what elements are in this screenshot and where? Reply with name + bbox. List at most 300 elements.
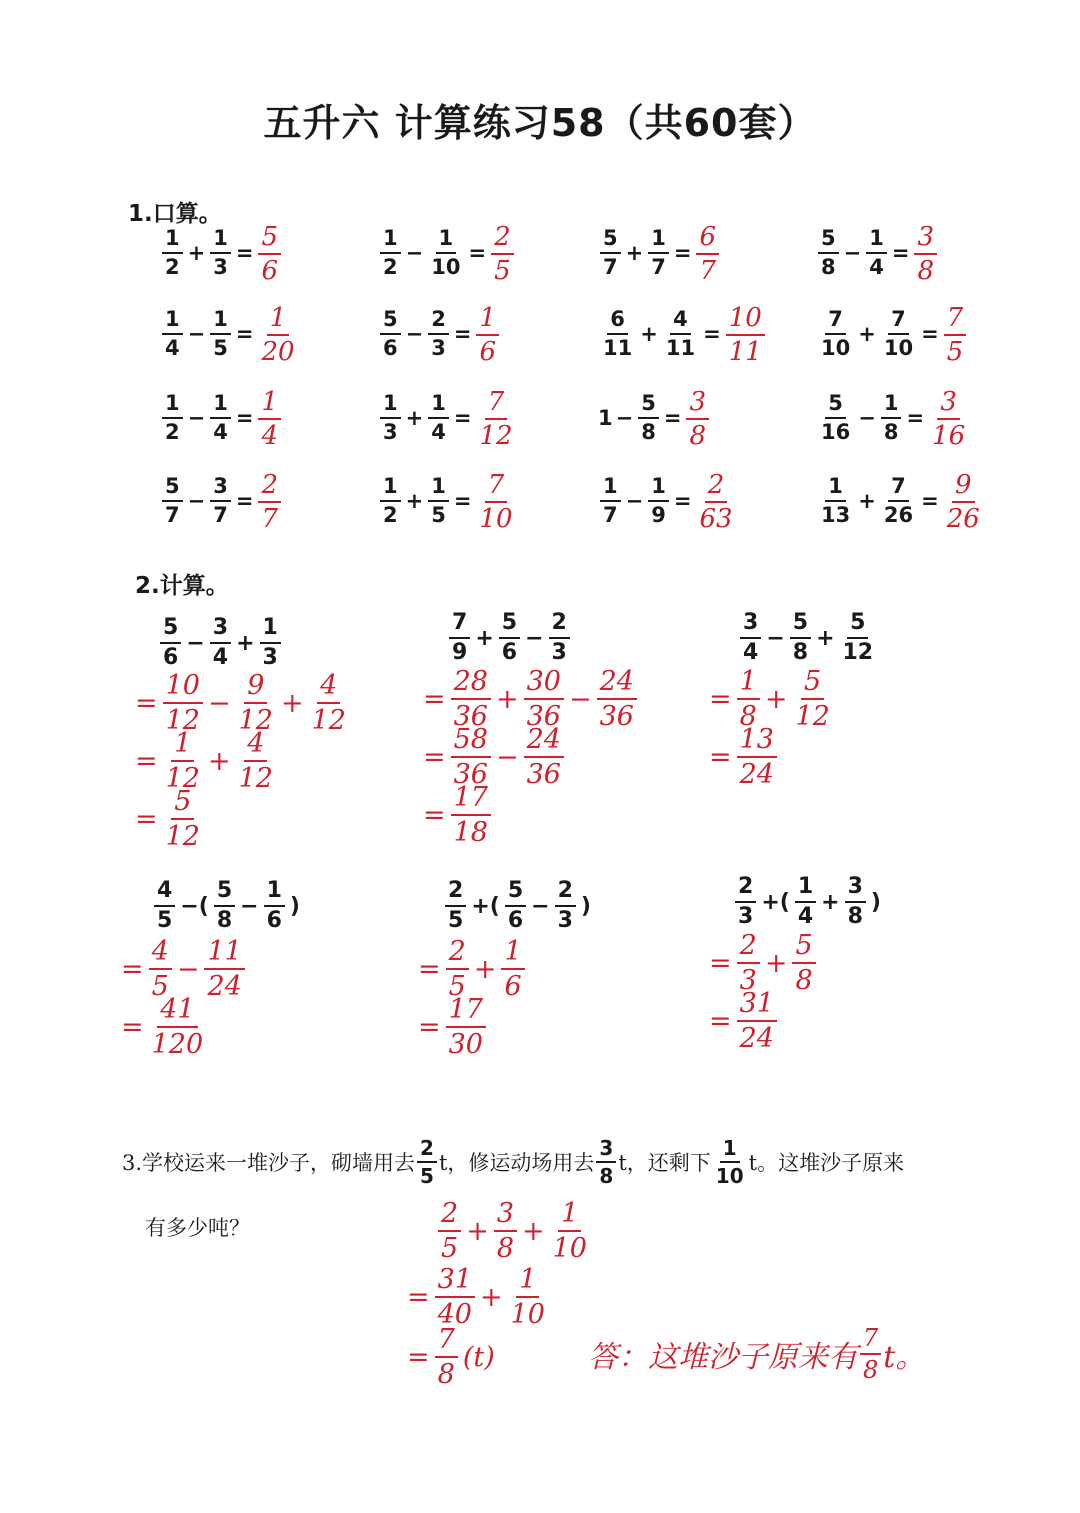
fraction bbox=[260, 617, 281, 669]
denominator: 4 bbox=[431, 420, 446, 444]
operator: + bbox=[640, 322, 658, 346]
q3-text4: t。这堆沙子原来 bbox=[748, 1151, 905, 1175]
numerator: 7 bbox=[888, 476, 909, 502]
handwritten-answer bbox=[256, 387, 283, 449]
operator: − bbox=[176, 953, 200, 985]
fraction bbox=[258, 224, 281, 284]
denominator: 16 bbox=[932, 421, 966, 451]
fraction bbox=[818, 309, 853, 359]
denominator: 4 bbox=[869, 255, 884, 279]
numerator: 1 bbox=[866, 228, 887, 254]
numerator: 1 bbox=[210, 393, 231, 419]
operator: + bbox=[522, 1215, 545, 1247]
denominator: 10 bbox=[821, 336, 851, 360]
numerator: 5 bbox=[792, 932, 815, 964]
numerator: 1 bbox=[258, 389, 281, 420]
fraction bbox=[944, 305, 967, 365]
numerator: 2 bbox=[446, 938, 469, 970]
denominator: 5 bbox=[213, 336, 228, 360]
denominator: 3 bbox=[738, 904, 754, 929]
operator: + bbox=[858, 489, 876, 513]
operator: − bbox=[405, 322, 424, 346]
fraction bbox=[428, 476, 449, 526]
numerator: 10 bbox=[726, 305, 765, 336]
fraction bbox=[648, 228, 669, 278]
numerator: 1 bbox=[436, 228, 457, 254]
denominator: 120 bbox=[151, 1029, 204, 1060]
fraction bbox=[508, 1266, 548, 1328]
equals-sign: = bbox=[235, 322, 254, 346]
fraction bbox=[309, 672, 349, 734]
fraction bbox=[914, 224, 937, 284]
denominator: 4 bbox=[213, 420, 228, 444]
denominator: 24 bbox=[739, 1023, 774, 1054]
fraction bbox=[818, 476, 853, 526]
fraction bbox=[929, 389, 968, 449]
fraction bbox=[160, 617, 181, 669]
operator: + bbox=[405, 406, 424, 430]
numerator: 3 bbox=[210, 476, 231, 502]
equals-sign: = bbox=[703, 322, 721, 346]
oral-calc-item bbox=[378, 222, 516, 284]
denominator: 20 bbox=[261, 337, 295, 367]
numerator: 1 bbox=[825, 476, 846, 502]
denominator: 8 bbox=[847, 904, 863, 929]
denominator: 5 bbox=[494, 256, 511, 286]
numerator: 6 bbox=[607, 309, 628, 335]
denominator: 3 bbox=[739, 965, 757, 996]
denominator: 5 bbox=[448, 908, 464, 933]
numerator: 5 bbox=[790, 612, 811, 639]
fraction bbox=[446, 996, 486, 1058]
fraction bbox=[451, 668, 491, 730]
fraction bbox=[258, 472, 281, 532]
denominator: 36 bbox=[526, 759, 561, 790]
denominator: 40 bbox=[437, 1299, 472, 1330]
operator: = bbox=[709, 1005, 732, 1037]
handwritten-answer bbox=[694, 470, 737, 532]
fraction bbox=[476, 389, 515, 449]
oral-calc-item bbox=[160, 303, 300, 365]
handwritten-answer bbox=[942, 470, 985, 532]
numerator: 5 bbox=[638, 393, 659, 419]
numerator: 1 bbox=[264, 880, 285, 907]
operator: = bbox=[709, 741, 732, 773]
numerator: 6 bbox=[696, 224, 719, 255]
answer-unit: t。 bbox=[883, 1340, 926, 1375]
equals-sign: = bbox=[663, 406, 682, 430]
q3-frac2: $\frac{3}{8}$ bbox=[596, 1138, 616, 1186]
numerator: 1 bbox=[162, 228, 183, 254]
fraction bbox=[446, 938, 469, 1000]
fraction bbox=[449, 612, 470, 664]
numerator: 1 bbox=[380, 476, 401, 502]
operator: − bbox=[858, 406, 876, 430]
operator: = bbox=[135, 803, 158, 835]
operator: −( bbox=[180, 893, 209, 919]
numerator: 2 bbox=[555, 880, 576, 907]
operator: − bbox=[843, 241, 862, 265]
operator: +( bbox=[761, 889, 790, 915]
numerator: 7 bbox=[888, 309, 909, 335]
fraction bbox=[428, 309, 449, 359]
page-title: 五升六 计算练习58（共60套） bbox=[263, 101, 817, 145]
handwritten-step bbox=[706, 990, 779, 1052]
denominator: 12 bbox=[842, 640, 874, 665]
operator: + bbox=[816, 625, 835, 651]
fraction bbox=[149, 996, 207, 1058]
denominator: 16 bbox=[821, 420, 851, 444]
oral-calc-item bbox=[378, 470, 518, 532]
numerator: 41 bbox=[157, 996, 197, 1028]
denominator: 26 bbox=[883, 503, 914, 527]
handwritten-answer bbox=[724, 303, 767, 365]
denominator: 3 bbox=[551, 640, 567, 665]
numerator: 24 bbox=[597, 668, 637, 700]
operator: − bbox=[186, 630, 205, 656]
q3-frac3: $\frac{1}{10}$ bbox=[715, 1136, 744, 1188]
fraction bbox=[648, 476, 669, 526]
operator: − bbox=[495, 741, 519, 773]
operator: + bbox=[475, 625, 494, 651]
fraction bbox=[792, 932, 815, 994]
handwritten-answer bbox=[927, 387, 970, 449]
fraction bbox=[210, 228, 231, 278]
numerator: 2 bbox=[491, 224, 514, 255]
denominator: 6 bbox=[261, 256, 279, 286]
fraction bbox=[696, 472, 735, 532]
numerator: 1 bbox=[210, 309, 231, 335]
operator: ) bbox=[580, 893, 591, 919]
denominator: 3 bbox=[262, 645, 278, 670]
fraction bbox=[881, 393, 902, 443]
handwritten-answer bbox=[474, 470, 517, 532]
numerator: 1 bbox=[428, 393, 449, 419]
calc-expression bbox=[152, 880, 303, 932]
fraction bbox=[162, 476, 183, 526]
fraction bbox=[555, 880, 576, 932]
denominator: 9 bbox=[651, 503, 666, 527]
operator: − bbox=[187, 322, 206, 346]
numerator: 4 bbox=[154, 880, 175, 907]
fraction bbox=[866, 228, 887, 278]
fraction bbox=[380, 309, 401, 359]
fraction bbox=[549, 612, 570, 664]
fraction bbox=[258, 305, 297, 365]
operator: + bbox=[764, 947, 788, 979]
numerator: 3 bbox=[210, 617, 231, 644]
fraction bbox=[726, 305, 765, 365]
fraction bbox=[740, 612, 761, 664]
numerator: 5 bbox=[847, 612, 868, 639]
oral-calc-item bbox=[816, 303, 968, 365]
equals-sign: = bbox=[921, 489, 939, 513]
numerator: 3 bbox=[740, 612, 761, 639]
fraction bbox=[499, 612, 520, 664]
denominator: 8 bbox=[795, 965, 813, 996]
numerator: 3 bbox=[914, 224, 937, 255]
numerator: 5 bbox=[801, 668, 824, 700]
fraction bbox=[435, 1266, 475, 1328]
handwritten-step bbox=[132, 672, 351, 734]
fraction bbox=[840, 612, 877, 664]
equals-sign: = bbox=[673, 241, 692, 265]
denominator: 12 bbox=[479, 421, 513, 451]
operator: (t) bbox=[462, 1341, 495, 1373]
numerator: 2 bbox=[445, 880, 466, 907]
fraction bbox=[600, 228, 621, 278]
numerator: 17 bbox=[446, 996, 486, 1028]
operator: = bbox=[135, 687, 158, 719]
section2-label: 2.计算。 bbox=[135, 573, 229, 599]
numerator: 1 bbox=[501, 938, 524, 970]
denominator: 26 bbox=[946, 504, 980, 534]
operator: = bbox=[418, 1011, 441, 1043]
denominator: 3 bbox=[383, 420, 398, 444]
fraction bbox=[597, 668, 637, 730]
fraction bbox=[524, 668, 564, 730]
fraction bbox=[204, 938, 244, 1000]
fraction bbox=[686, 389, 709, 449]
handwritten-step bbox=[415, 996, 488, 1058]
numerator: 31 bbox=[737, 990, 777, 1022]
numerator: 3 bbox=[494, 1200, 517, 1232]
numerator: 1 bbox=[737, 668, 760, 700]
numerator: 11 bbox=[204, 938, 244, 970]
numerator: 2 bbox=[705, 472, 728, 503]
fraction bbox=[428, 393, 449, 443]
operator: = bbox=[423, 683, 446, 715]
handwritten-step bbox=[118, 996, 208, 1058]
numerator: 7 bbox=[485, 472, 508, 503]
numerator: 5 bbox=[499, 612, 520, 639]
fraction bbox=[600, 476, 621, 526]
handwritten-answer bbox=[256, 222, 283, 284]
fraction bbox=[149, 938, 172, 1000]
fraction bbox=[154, 880, 175, 932]
word-problem-line2: 有多少吨？ bbox=[145, 1216, 250, 1240]
numerator: 4 bbox=[670, 309, 691, 335]
fraction bbox=[435, 1326, 458, 1388]
numerator: 1 bbox=[162, 393, 183, 419]
denominator: 4 bbox=[261, 421, 279, 451]
operator: ) bbox=[870, 889, 881, 915]
denominator: 4 bbox=[212, 645, 229, 670]
operator: = bbox=[423, 799, 446, 831]
operator: − bbox=[240, 893, 259, 919]
fraction bbox=[438, 1200, 461, 1262]
denominator: 8 bbox=[216, 908, 233, 933]
numerator: 4 bbox=[149, 938, 172, 970]
handwritten-work-step bbox=[436, 1200, 592, 1262]
denominator: 6 bbox=[479, 337, 497, 367]
oral-calc-item bbox=[598, 387, 711, 449]
denominator: 7 bbox=[603, 255, 618, 279]
denominator: 6 bbox=[507, 908, 524, 933]
operator: + bbox=[764, 683, 788, 715]
equals-sign: = bbox=[921, 322, 939, 346]
fraction bbox=[210, 617, 231, 669]
numerator: 7 bbox=[449, 612, 470, 639]
handwritten-answer bbox=[942, 303, 969, 365]
handwritten-step bbox=[706, 932, 818, 994]
operator: − bbox=[187, 406, 206, 430]
denominator: 24 bbox=[739, 759, 774, 790]
denominator: 24 bbox=[207, 971, 242, 1002]
fraction bbox=[258, 389, 281, 449]
equals-sign: = bbox=[235, 406, 254, 430]
numerator: 5 bbox=[162, 476, 183, 502]
numerator: 28 bbox=[451, 668, 491, 700]
operator: + bbox=[280, 687, 304, 719]
denominator: 5 bbox=[448, 971, 466, 1002]
operator: = bbox=[418, 953, 441, 985]
numerator: 5 bbox=[160, 617, 181, 644]
numerator: 1 bbox=[210, 228, 231, 254]
fraction bbox=[881, 309, 916, 359]
fraction bbox=[476, 305, 499, 365]
fraction bbox=[737, 668, 760, 730]
numerator: 2 bbox=[737, 932, 760, 964]
numerator: 5 bbox=[380, 309, 401, 335]
operator: + bbox=[479, 1281, 503, 1313]
fraction bbox=[163, 672, 203, 734]
operator: + bbox=[207, 745, 231, 777]
denominator: 11 bbox=[728, 337, 762, 367]
handwritten-step bbox=[420, 668, 639, 730]
operator: + bbox=[236, 630, 255, 656]
calc-expression bbox=[738, 612, 878, 664]
denominator: 12 bbox=[165, 705, 200, 736]
denominator: 4 bbox=[797, 904, 814, 929]
fraction bbox=[818, 393, 853, 443]
denominator: 5 bbox=[441, 1233, 459, 1264]
denominator: 63 bbox=[699, 504, 733, 534]
q3-text3: t，还剩下 bbox=[618, 1151, 711, 1175]
fraction bbox=[494, 1200, 517, 1262]
fraction bbox=[600, 309, 635, 359]
denominator: 11 bbox=[603, 336, 633, 360]
numerator: 1 bbox=[267, 305, 290, 336]
numerator: 5 bbox=[258, 224, 281, 255]
oral-calc-item bbox=[160, 387, 283, 449]
whole-number: 1 bbox=[598, 406, 613, 430]
fraction bbox=[795, 876, 816, 928]
fraction bbox=[162, 309, 183, 359]
numerator: 7 bbox=[944, 305, 967, 336]
equals-sign: = bbox=[235, 489, 254, 513]
denominator: 6 bbox=[501, 640, 518, 665]
fraction bbox=[491, 224, 514, 284]
fraction bbox=[663, 309, 698, 359]
denominator: 7 bbox=[651, 255, 666, 279]
denominator: 5 bbox=[157, 908, 173, 933]
numerator: 13 bbox=[737, 726, 777, 758]
operator: = bbox=[709, 947, 732, 979]
equals-sign: = bbox=[453, 406, 472, 430]
fraction bbox=[210, 476, 231, 526]
operator: + bbox=[625, 241, 644, 265]
fraction bbox=[445, 880, 466, 932]
fraction bbox=[210, 309, 231, 359]
fraction bbox=[524, 726, 564, 788]
fraction bbox=[638, 393, 659, 443]
operator: − bbox=[766, 625, 785, 651]
handwritten-answer bbox=[489, 222, 516, 284]
operator: − bbox=[187, 489, 206, 513]
operator: = bbox=[407, 1281, 430, 1313]
oral-calc-item bbox=[816, 470, 985, 532]
denominator: 36 bbox=[599, 701, 634, 732]
operator: = bbox=[423, 741, 446, 773]
operator: = bbox=[121, 1011, 144, 1043]
denominator: 30 bbox=[448, 1029, 483, 1060]
denominator: 8 bbox=[792, 640, 809, 665]
oral-calc-item bbox=[378, 387, 518, 449]
fraction bbox=[264, 880, 285, 932]
fraction bbox=[792, 668, 832, 730]
numerator: 5 bbox=[600, 228, 621, 254]
denominator: 2 bbox=[165, 255, 180, 279]
denominator: 10 bbox=[552, 1233, 587, 1264]
oral-calc-item bbox=[598, 470, 738, 532]
fraction bbox=[737, 990, 777, 1052]
denominator: 7 bbox=[165, 503, 180, 527]
fraction bbox=[380, 228, 401, 278]
numerator: 1 bbox=[881, 393, 902, 419]
equals-sign: = bbox=[453, 322, 472, 346]
denominator: 3 bbox=[431, 336, 446, 360]
handwritten-step bbox=[420, 726, 566, 788]
denominator: 36 bbox=[453, 759, 488, 790]
numerator: 3 bbox=[686, 389, 709, 420]
numerator: 9 bbox=[244, 672, 267, 704]
operator: + bbox=[858, 322, 876, 346]
numerator: 2 bbox=[549, 612, 570, 639]
denominator: 12 bbox=[795, 701, 830, 732]
handwritten-answer bbox=[912, 222, 939, 284]
fraction bbox=[162, 228, 183, 278]
numerator: 7 bbox=[485, 389, 508, 420]
fraction bbox=[735, 876, 756, 928]
handwritten-answer bbox=[256, 470, 283, 532]
operator: + bbox=[187, 241, 206, 265]
fraction bbox=[210, 393, 231, 443]
operator: − bbox=[531, 893, 550, 919]
numerator: 31 bbox=[435, 1266, 475, 1298]
fraction bbox=[214, 880, 235, 932]
denominator: 36 bbox=[526, 701, 561, 732]
numerator: 1 bbox=[380, 393, 401, 419]
numerator: 58 bbox=[451, 726, 491, 758]
operator: + bbox=[466, 1215, 489, 1247]
fraction bbox=[163, 788, 203, 850]
numerator: 7 bbox=[825, 309, 846, 335]
handwritten-answer bbox=[684, 387, 711, 449]
numerator: 1 bbox=[380, 228, 401, 254]
fraction bbox=[428, 228, 463, 278]
calc-expression bbox=[447, 612, 572, 664]
oral-calc-item bbox=[598, 303, 767, 365]
fraction bbox=[380, 393, 401, 443]
oral-calc-item bbox=[378, 303, 501, 365]
numerator: 30 bbox=[524, 668, 564, 700]
fraction bbox=[550, 1200, 590, 1262]
numerator: 7 bbox=[435, 1326, 458, 1358]
denominator: 7 bbox=[261, 504, 279, 534]
denominator: 2 bbox=[383, 503, 398, 527]
fraction bbox=[881, 476, 916, 526]
